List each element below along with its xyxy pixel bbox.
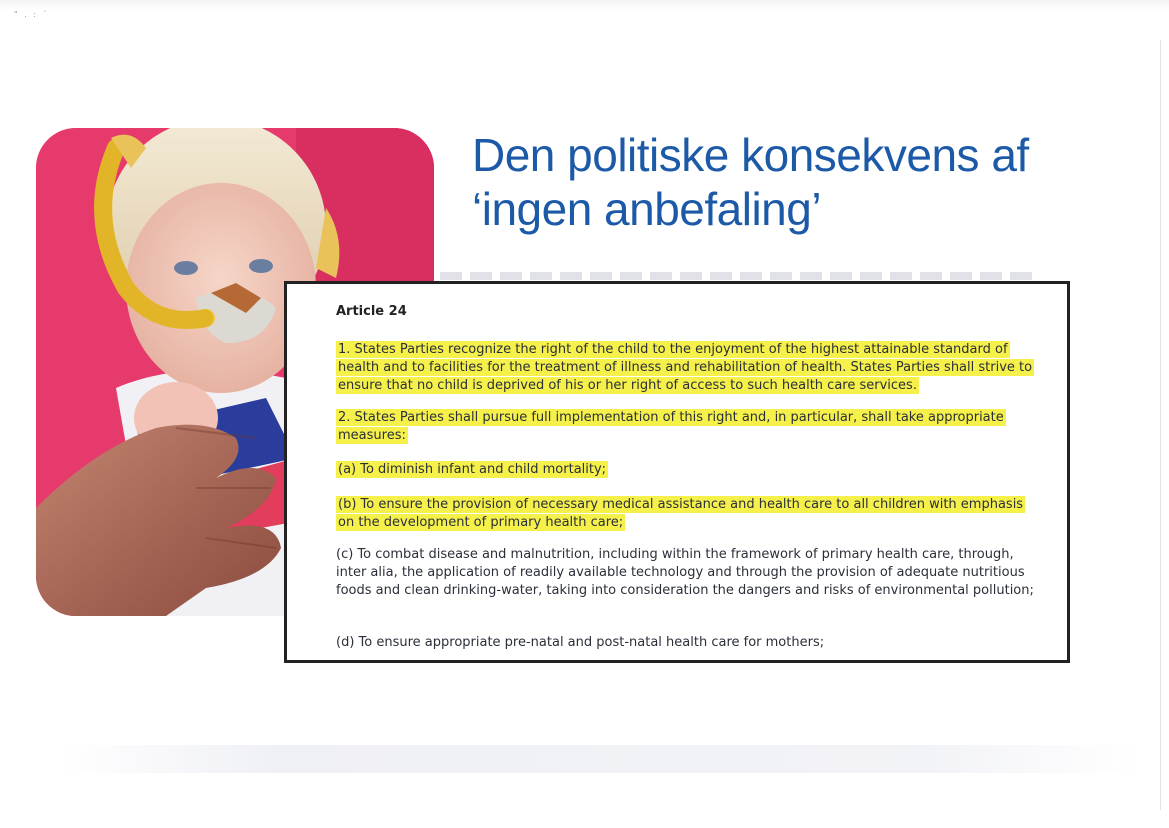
scan-top-edge — [0, 0, 1169, 10]
article-paragraph-d: (d) To ensure appropriate pre-natal and post-natal health care for mothers; — [336, 635, 825, 650]
article-excerpt-box — [284, 281, 1070, 663]
scan-right-edge — [1160, 40, 1161, 810]
obscured-text-line — [440, 272, 1040, 280]
article-paragraph-2 — [336, 409, 1036, 445]
highlighted-text: (a) To diminish infant and child mortality; — [338, 462, 607, 477]
article-paragraph-1 — [336, 341, 1036, 395]
article-heading: Article 24 — [336, 304, 407, 319]
article-paragraph-c: (c) To combat disease and malnutrition, including within the framework of primary health care, through, inter alia, the application of readily available technology and through the provision of adequate nutritious foods and clean drinking-water, taking into consideration the dangers and risks of environmental pollution; — [336, 547, 1034, 598]
highlighted-text: 1. States Parties recognize the right of the child to the enjoyment of the highest attainable standard of health and to facilities for the treatment of illness and rehabilitation of health. States Parties shall strive to ensure that no child is deprived of his or her right of access to such health care services. — [338, 342, 1033, 393]
scan-smudge — [60, 745, 1140, 773]
article-paragraph-b — [336, 496, 1036, 532]
slide-title-line-1: Den politiske konsekvens af — [472, 129, 1029, 181]
article-paragraph-a — [336, 461, 1036, 479]
highlighted-text: (b) To ensure the provision of necessary medical assistance and health care to all children with emphasis on the development of primary health care; — [338, 497, 1024, 530]
slide-title — [472, 128, 1112, 236]
slide-title-line-2: ‘ingen anbefaling’ — [472, 183, 822, 235]
scan-corner-mark: " . : ´ — [14, 10, 49, 19]
highlighted-text: 2. States Parties shall pursue full implementation of this right and, in particular, shall take appropriate measures: — [338, 410, 1004, 443]
